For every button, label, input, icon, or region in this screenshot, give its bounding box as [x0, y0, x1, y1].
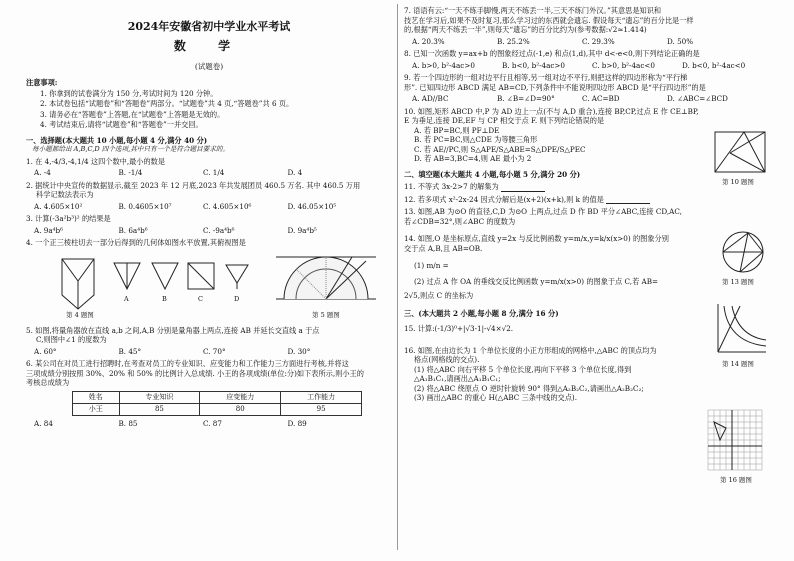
question-13-cont: [404, 217, 772, 227]
figure-row-4-5: [26, 251, 392, 323]
question-1: 1. 在 4,-4/3,-4,1/4 这四个数中,最小的数是: [26, 156, 166, 166]
question-15: 15. 计算:(-1/3)⁰+|√3-1|-√4×√2.: [404, 324, 514, 333]
option-b: B. 6a⁴b⁶: [118, 225, 148, 235]
option-d: D. 30°: [287, 346, 311, 356]
exam-title: 2024年安徽省初中学业水平考试: [127, 20, 291, 33]
question-9-options: [404, 94, 772, 104]
section3-heading: 三、(本大题共 2 小题,每小题 8 分,满分 16 分): [404, 308, 559, 318]
question-14: 14. 如图,O 是坐标原点,直线 y=2x 与反比例函数 y=m/x,y=k/x(x>0) 的图象分别: [404, 234, 669, 243]
q10-option-d: D. 若 AB=3,BC=4,则 AE 最小为 2: [414, 154, 532, 163]
option-d: D. 46.05×10⁵: [287, 201, 337, 211]
option-c: C. 87: [203, 419, 222, 429]
question-2: 2. 据统计中央宣传的数据显示,截至 2023 年 12 月底,2023 年共发展团员 460.5 万名. 其中 460.5 万用: [26, 180, 361, 190]
table-header-row: [73, 391, 362, 403]
table-row: [73, 404, 362, 416]
fig16-caption: 第 16 题图: [720, 476, 752, 484]
option-c: C. AC=BD: [582, 94, 620, 103]
section2-heading: 二、填空题(本大题共 4 小题,每小题 5 分,满分 20 分): [404, 169, 581, 179]
question-16: 16. 如图,在由边长为 1 个单位长度的小正方形组成的网格中,△ABC 的顶点均为: [404, 345, 657, 355]
question-5-options: [26, 347, 392, 357]
question-5-cont: C,则图中∠1 的度数为: [36, 335, 107, 345]
note-item: 4. 考试结束后,请将“试题卷”和“答题卷”一并交回。: [40, 120, 203, 130]
table-cell: 小王: [73, 404, 120, 416]
option-c: C. 1/4: [203, 168, 225, 178]
option-a: A. 60°: [34, 346, 57, 356]
protractor-figure: [276, 251, 376, 309]
option-d: D. 89: [287, 419, 307, 429]
option-d: D. 4: [287, 168, 303, 178]
question-12-text: 12. 若多项式 x²-2x-24 因式分解后是(x+2)(x+k),则 k 的值是: [404, 194, 604, 204]
notes-heading: 注意事项:: [26, 78, 58, 88]
note-item: 3. 请务必在“答题卷”上答题,在“试题卷”上答题是无效的。: [40, 109, 225, 119]
table-header-cell: 姓名: [73, 391, 120, 403]
question-5: 5. 如图,将量角器放在直线 a,b 之间,A,B 分别是量角器上两点,连接 AB 并延长交直线 a 于点: [26, 325, 320, 335]
question-7-cont: 技艺在学习后,如果不及时复习,那么学习过的东西就会遗忘. 假设每天“遗忘”的百分比是一样: [404, 15, 694, 25]
section1-heading: 一、选择题(本大题共 10 小题,每小题 4 分,满分 40 分): [26, 135, 208, 145]
grid-figure: [706, 408, 764, 474]
question-3: 3. 计算(-3a²b³)² 的结果是: [26, 214, 111, 224]
question-16-part3: (3) 画出△ABC 的重心 H(△ABC 三条中线的交点).: [414, 393, 577, 402]
option-a: A. b>0, b²-4ac>0: [412, 60, 475, 70]
option-c: C. -9a⁴b⁶: [203, 225, 235, 235]
notes-list: [26, 89, 392, 130]
question-16-cont: 格点(网格线的交点).: [414, 355, 480, 364]
question-7-cont2: 的,根据“两天不练丢一半”,则每天“遗忘”的百分比约为(参考数据:√2≈1.414): [404, 25, 647, 34]
question-10-cont: E 为垂足,连接 DE,EF 与 CP 相交于点 F. 则下列结论错误的是: [404, 116, 605, 125]
question-11-text: 11. 不等式 3x-2>7 的解集为: [404, 182, 499, 191]
question-6-cont: 三项成绩分别按照 30%、20% 和 50% 的比例计入总成绩. 小王的各项成绩(单位:分)如下表所示,则小王的: [26, 368, 364, 378]
table-cell: 85: [119, 404, 200, 416]
function-graph-figure: [712, 302, 768, 358]
option-b: B. 0.4605×10⁷: [118, 201, 172, 211]
paper-label: (试题卷): [194, 62, 224, 72]
question-14-cont: 交于点 A,B,且 AB=OB.: [404, 243, 483, 253]
fig4-caption: 第 4 题图: [66, 310, 94, 319]
option-c: C. 4.605×10⁶: [203, 201, 252, 211]
answer-blank: [501, 184, 545, 192]
option-a: A. -4: [34, 168, 51, 178]
question-13-text: 若∠CDB=32°,则∠ABC 的度数为: [404, 216, 516, 226]
option-c: C. 29.3%: [582, 36, 615, 46]
question-8: 8. 已知一次函数 y=ax+b 的图象经过点(-1,e) 和点(1,d),其中 d<-e<0,则下列结论正确的是: [404, 49, 700, 58]
option-c-figure: [186, 261, 216, 291]
question-9: 9. 若一个四边形的一组对边平行且相等,另一组对边不平行,则把这样的四边形称为“平行梯: [404, 73, 688, 82]
question-16-part2: (2) 将△ABC 绕原点 O 逆时针旋转 90° 得到△A₂B₂C₂,请画出△A₂B₂C₂;: [414, 383, 644, 393]
question-14-part2: (2) 过点 A 作 OA 的垂线交反比例函数 y=m/x(x>0) 的图象于点 C,若 AB=: [414, 276, 659, 286]
question-16-part1-cont: △A₁B₁C₁,请画出△A₁B₁C₁;: [414, 374, 501, 383]
option-a: A. 4.605×10²: [34, 201, 83, 211]
question-7-options: [404, 37, 772, 47]
question-6-cont2: 考核总成绩为: [26, 378, 70, 388]
option-b: B. 45°: [118, 346, 142, 356]
fig14-caption: 第 14 题图: [722, 360, 754, 368]
question-1-options: [26, 168, 392, 178]
question-2-cont: 科学记数法表示为: [36, 190, 94, 200]
note-item: 1. 你拿到的试卷满分为 150 分,考试时间为 120 分钟。: [40, 88, 218, 98]
table-header-cell: 专业知识: [119, 391, 200, 403]
question-3-options: [26, 226, 392, 236]
exam-subject: 数 学: [173, 38, 245, 53]
question-10: 10. 如图,矩形 ABCD 中,P 为 AD 边上一点(不与 A,D 重合),连接 BP,CP,过点 E 作 CE⊥BP,: [404, 106, 699, 116]
option-b: B. ∠B=∠D=90°: [497, 94, 555, 103]
option-d-figure: [222, 261, 252, 291]
question-16-part1: (1) 将△ABC 向右平移 5 个单位长度,再向下平移 3 个单位长度,得到: [414, 364, 632, 374]
question-10-block: [404, 106, 699, 164]
q10-option-a: A. 若 BP=BC,则 PF⊥DE: [414, 125, 500, 135]
option-b: B. 85: [118, 419, 138, 429]
right-column: [404, 6, 772, 484]
question-9-cont: 形”. 已知四边形 ABCD 满足 AB=CD,下列条件中不能说明四边形 ABCD 是“平行四边形”的是: [404, 82, 706, 92]
table-cell: 80: [200, 404, 281, 416]
option-c: C. 70°: [203, 346, 226, 356]
option-a: A. 9a⁴b⁶: [34, 225, 63, 235]
question-4: 4. 一个正三棱柱切去一部分后得到的几何体如图水平放置,其俯视图是: [26, 238, 246, 248]
score-table: [72, 391, 362, 416]
question-11: [404, 182, 772, 192]
question-2-options: [26, 202, 392, 212]
prism-figure: [58, 255, 98, 313]
question-12: [404, 195, 772, 205]
question-14-part2-text: 2√5,则点 C 的坐标为: [404, 291, 474, 300]
fig5-caption: 第 5 题图: [312, 310, 340, 319]
table-cell: 95: [281, 404, 362, 416]
question-6-options: [26, 419, 392, 429]
option-a: A. 20.3%: [412, 36, 445, 46]
fig10-caption: 第 10 题图: [722, 178, 754, 186]
option-a: A. 84: [34, 419, 53, 429]
note-item: 2. 本试卷包括“试题卷”和“答题卷”两部分。“试题卷”共 4 页,“答题卷”共 6 页。: [40, 99, 294, 109]
section1-instruction: 每小题都给出 A,B,C,D 四个选项,其中只有一个是符合题目要求的。: [32, 145, 230, 154]
column-divider: [397, 4, 398, 550]
option-b: B. 25.2%: [497, 36, 530, 46]
circle-figure: [718, 228, 768, 276]
q10-option-c: C. 若 AE//PC,则 S△APE/S△ABE=S△DPE/S△PEC: [414, 144, 586, 154]
option-a: A. AD//BC: [412, 94, 449, 103]
option-b-figure: [150, 261, 180, 291]
option-d: D. ∠ABC=∠BCD: [667, 94, 728, 103]
question-7: 7. 语语有云:“一天不练手脚慢,两天不练丢一半,三天不练门外汉。”其意思是知识和: [404, 6, 662, 15]
option-c: C. b>0, b²-4ac<0: [592, 60, 655, 70]
fig4-label-b: B: [162, 294, 167, 303]
option-b: B. -1/4: [118, 168, 143, 178]
option-b: B. b<0, b²-4ac>0: [502, 60, 566, 70]
option-d: D. 9a⁴b⁵: [287, 225, 317, 235]
fig4-label-d: D: [234, 294, 240, 303]
question-8-options: [404, 61, 772, 71]
table-header-cell: 应变能力: [200, 391, 281, 403]
q10-option-b: B. 若 PC=BC,则△CDE 为等腰三角形: [414, 135, 538, 144]
rectangle-figure: [712, 129, 768, 175]
question-14-part1-text: (1) m/n =: [414, 261, 449, 270]
option-a-figure: [112, 261, 142, 291]
option-d: D. 50%: [667, 36, 694, 46]
table-header-cell: 工作能力: [281, 391, 362, 403]
question-14-part1: [404, 261, 772, 271]
fig4-label-c: C: [198, 294, 203, 303]
question-13: 13. 如图,AB 为⊙O 的直径,C,D 为⊙O 上两点,过点 D 作 BD 平分∠ABC,连接 CD,AC,: [404, 207, 682, 216]
option-d: D. b<0, b²-4ac<0: [682, 60, 746, 70]
left-column: [26, 6, 392, 431]
answer-blank: [606, 196, 650, 204]
question-6: 6. 某公司在对员工进行招聘时,在考查对员工的专业知识、应变能力和工作能力三方面进行考核,并将这: [26, 359, 349, 369]
question-14-part2-cont: [404, 291, 772, 301]
fig4-label-a: A: [124, 294, 129, 303]
fig13-caption: 第 13 题图: [722, 278, 754, 286]
